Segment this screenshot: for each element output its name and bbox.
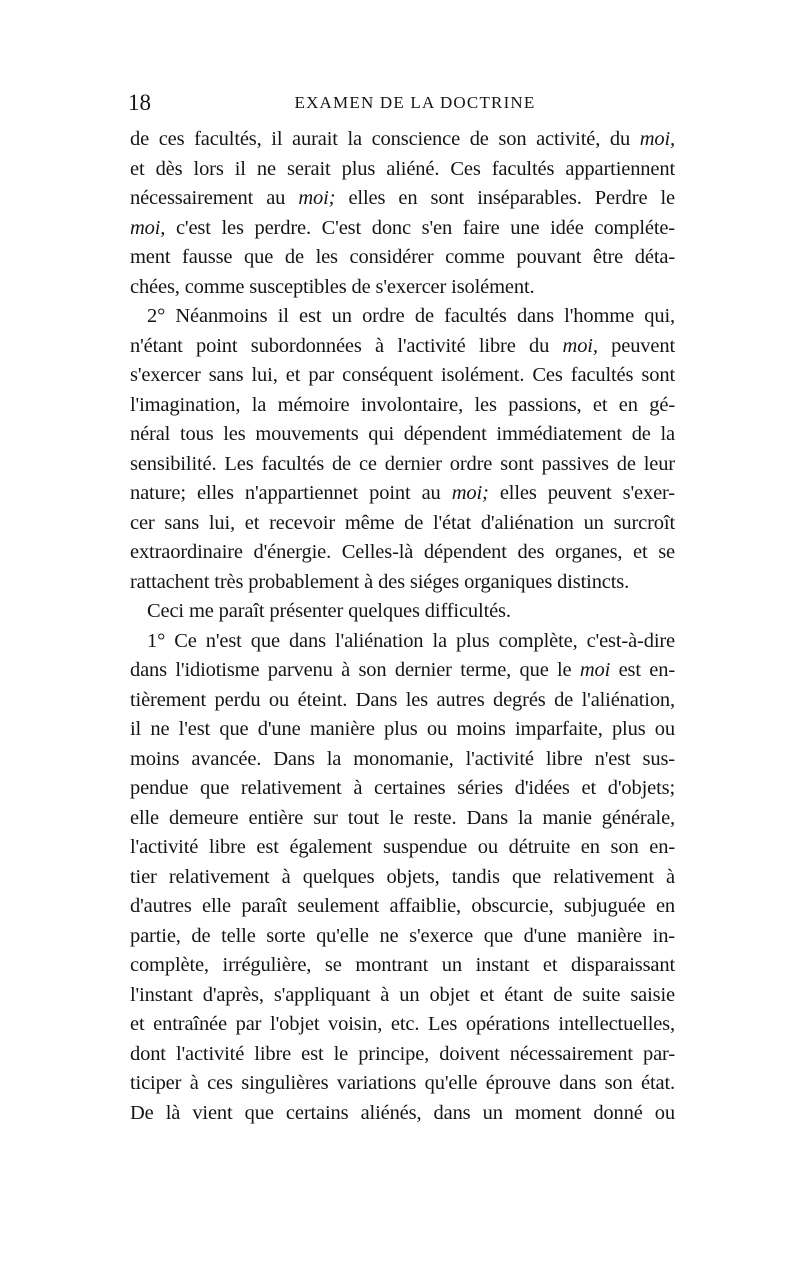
text-line: tier relativement à quelques objets, tandis que relativement à <box>130 865 675 888</box>
text-line: et entraînée par l'objet voisin, etc. Les opérations intellectuelles, <box>130 1013 675 1035</box>
text-line: moi, c'est les perdre. C'est donc s'en faire une idée compléte- <box>130 216 675 239</box>
text-line: extraordinaire d'énergie. Celles-là dépendent des organes, et se <box>130 541 675 563</box>
text-line: nécessairement au moi; elles en sont inséparables. Perdre le <box>130 187 675 209</box>
text-line: pendue que relativement à certaines séries d'idées et d'objets; <box>130 777 675 799</box>
text-line: il ne l'est que d'une manière plus ou moins imparfaite, plus ou <box>130 718 675 740</box>
text-line: De là vient que certains aliénés, dans un moment donné ou <box>130 1101 675 1124</box>
text-line: ment fausse que de les considérer comme pouvant être déta- <box>130 246 675 268</box>
body-text <box>130 125 675 1128</box>
text-line: elle demeure entière sur tout le reste. Dans la manie générale, <box>130 806 675 829</box>
text-line: néral tous les mouvements qui dépendent immédiatement de la <box>130 423 675 445</box>
text-line: l'activité libre est également suspendue ou détruite en son en- <box>130 836 675 858</box>
text-line: n'étant point subordonnées à l'activité libre du moi, peuvent <box>130 334 675 357</box>
text-line: complète, irrégulière, se montrant un instant et disparaissant <box>130 954 675 976</box>
text-line: tièrement perdu ou éteint. Dans les autres degrés de l'aliénation, <box>130 688 675 711</box>
text-line: cer sans lui, et recevoir même de l'état d'aliénation un surcroît <box>130 511 675 534</box>
text-line: dans l'idiotisme parvenu à son dernier terme, que le moi est en- <box>130 659 676 681</box>
text-line: Ceci me paraît présenter quelques difficultés. <box>147 600 511 622</box>
text-line: sensibilité. Les facultés de ce dernier ordre sont passives de leur <box>130 452 675 475</box>
text-line: de ces facultés, il aurait la conscience de son activité, du moi, <box>130 128 675 150</box>
page-header <box>128 88 676 118</box>
page-number: 18 <box>128 90 151 115</box>
text-line: 1° Ce n'est que dans l'aliénation la plus complète, c'est-à-dire <box>147 629 675 652</box>
text-line: moins avancée. Dans la monomanie, l'activité libre n'est sus- <box>130 747 675 770</box>
text-line: rattachent très probablement à des siéges organiques distincts. <box>130 570 630 593</box>
text-line: s'exercer sans lui, et par conséquent isolément. Ces facultés sont <box>130 364 675 386</box>
text-line: l'instant d'après, s'appliquant à un objet et étant de suite saisie <box>130 983 675 1006</box>
text-line: et dès lors il ne serait plus aliéné. Ces facultés appartiennent <box>130 157 675 180</box>
text-line: partie, de telle sorte qu'elle ne s'exerce que d'une manière in- <box>130 924 675 947</box>
text-line: ticiper à ces singulières variations qu'elle éprouve dans son état. <box>130 1072 675 1094</box>
running-title: EXAMEN DE LA DOCTRINE <box>294 93 536 112</box>
text-line: dont l'activité libre est le principe, doivent nécessairement par- <box>130 1042 675 1065</box>
text-line: 2° Néanmoins il est un ordre de facultés dans l'homme qui, <box>147 305 675 327</box>
text-line: chées, comme susceptibles de s'exercer isolément. <box>130 275 535 298</box>
text-line: l'imagination, la mémoire involontaire, les passions, et en gé- <box>130 393 675 416</box>
text-line: d'autres elle paraît seulement affaiblie, obscurcie, subjuguée en <box>130 895 675 917</box>
text-line: nature; elles n'appartiennet point au moi; elles peuvent s'exer- <box>130 482 675 504</box>
